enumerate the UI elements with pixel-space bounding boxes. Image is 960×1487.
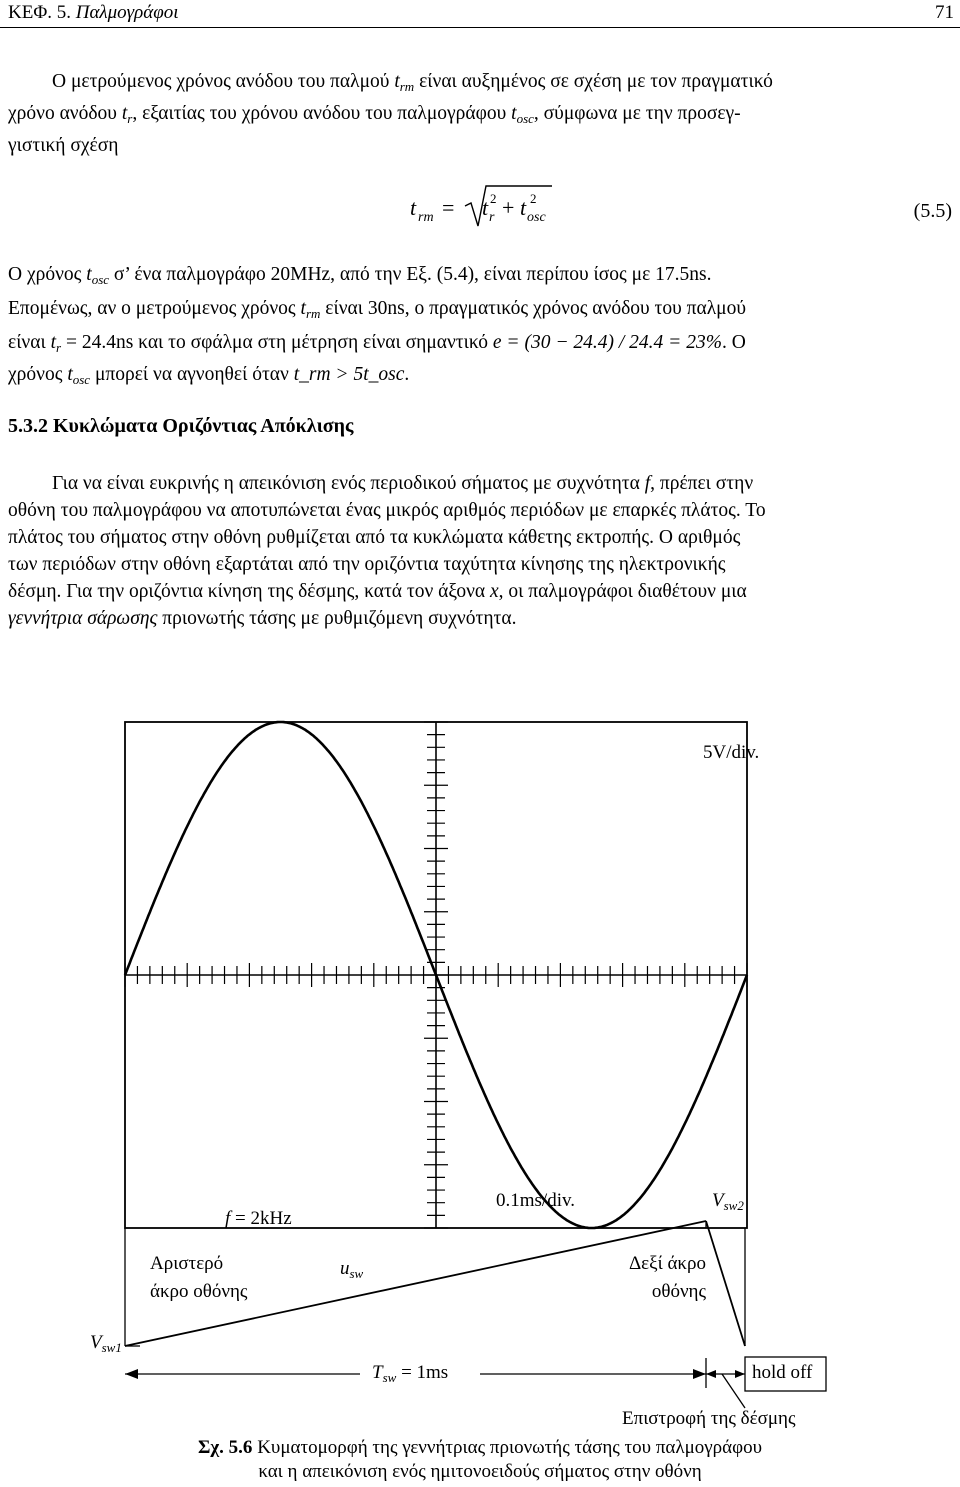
figure-caption: Σχ. 5.6 Κυματομορφή της γεννήτριας πριονωτής τάσης του παλμογράφου και η απεικόνιση ενός ημιτονοειδούς σήματος στην οθόνη (197, 1437, 762, 1482)
eq-r: r (489, 210, 495, 225)
eq-tr: t (482, 195, 489, 220)
volts-per-div-label: 5V/div. (703, 742, 760, 763)
eq-t: t (410, 195, 417, 220)
left-edge-label: Αριστερό άκρο οθόνης (150, 1253, 248, 1302)
hold-off-label: hold off (752, 1362, 813, 1383)
paragraph-2: Ο χρόνος $t_{osc}$ σ’ ένα παλμογράφο 20MHz, από την Εξ. (5.4), είναι περίπου ίσος με 17.5ns. Επομένως, αν ο μετρούμενος χρόνος $t_{rm}$ είναι 30ns, ο πραγματικός χρόνος ανόδου του παλμού είναι $t_r = 24.4ns$ και το σφάλμα στη μέτρηση είναι σημαντικό e = (30 − 24.4) / 24.4 = 23%. Ο χρόνος $t_{osc}$ μπορεί να αγνοηθεί όταν t_rm > 5t_osc. (8, 264, 747, 387)
tsw-label: $T_{sw} = 1ms$ (372, 1362, 449, 1385)
vsw1-label: $V_{sw1}$ (90, 1332, 122, 1355)
flyback-leader (722, 1374, 745, 1408)
vsw2-label: $V_{sw2}$ (712, 1190, 744, 1213)
flyback-arrow-left (706, 1370, 716, 1378)
section-heading: 5.3.2 Κυκλώματα Οριζόντιας Απόκλισης (8, 415, 354, 437)
frequency-label: f = 2kHz (225, 1208, 292, 1229)
eq-tosc: t (520, 195, 527, 220)
tsw-arrow-right (693, 1369, 706, 1379)
equation-number: (5.5) (913, 200, 952, 222)
chapter-label: ΚΕΦ. 5. Παλμογράφοι (8, 2, 179, 23)
eq-osc: osc (527, 210, 546, 225)
eq-plus: + (502, 195, 515, 220)
paragraph-1: Ο μετρούμενος χρόνος ανόδου του παλμού $t_{rm}$ είναι αυξημένος σε σχέση με τον πραγματικό χρόνο ανόδου $t_r$, εξαιτίας του χρόνου ανόδου του παλμογράφου $t_{osc}$, σύμφωνα με την προσεγ- γιστική σχέση (8, 71, 773, 156)
paragraph-3: Για να είναι ευκρινής η απεικόνιση ενός περιοδικού σήματος με συχνότητα f, πρέπει στην οθόνη του παλμογράφου να αποτυπώνεται ένας μικρός αριθμός περιόδων με επαρκές πλάτος. Το πλάτος του σήματος στην οθόνη ρυθμίζεται από τα κυκλώματα κάθετης εκτροπής. Ο αριθμός των περιόδων στην οθόνη εξαρτάται από την οριζόντια ταχύτητα κίνησης της ηλεκτρονικής δέσμη. Για την οριζόντια κίνηση της δέσμης, κατά τον άξονα x, οι παλμογράφοι διαθέτουν μια γεννήτρια σάρωσης πριονωτής τάσης με ρυθμιζόμενη συχνότητα. (8, 473, 766, 629)
eq-sq1: 2 (490, 191, 497, 206)
right-edge-label: Δεξί άκρο οθόνης (628, 1253, 706, 1302)
eq-sq2: 2 (530, 191, 537, 206)
usw-label: $u_{sw}$ (340, 1258, 364, 1281)
page-number: 71 (935, 2, 954, 23)
tsw-arrow-left (125, 1369, 138, 1379)
eq-equals: = (442, 195, 455, 220)
flyback-arrow-right (735, 1370, 745, 1378)
sawtooth-flyback (706, 1221, 745, 1346)
flyback-label: Επιστροφή της δέσμης (622, 1408, 796, 1429)
eq-rm: rm (418, 210, 434, 225)
time-per-div-label: 0.1ms/div. (496, 1190, 575, 1211)
